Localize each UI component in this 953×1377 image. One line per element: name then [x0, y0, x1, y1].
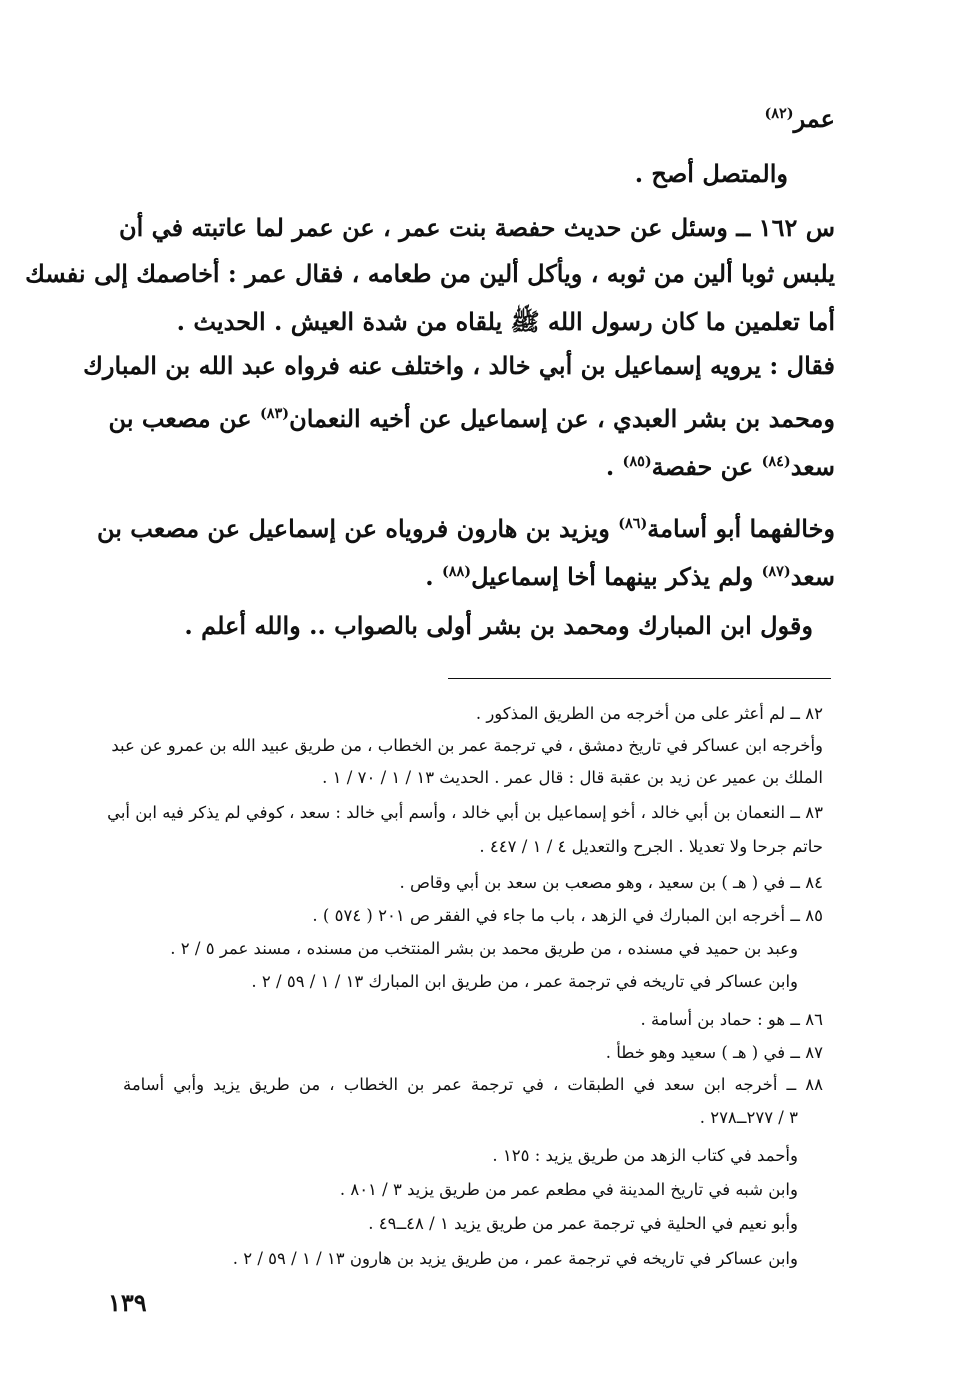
footnote-ref: (٨٢): [764, 105, 794, 122]
footnote-line: [640, 1008, 823, 1032]
main-text: ولم يذكر بينهما أخا إسماعيل: [471, 562, 762, 591]
footnote-ref: (٨٧): [761, 563, 791, 580]
page-number: ١٣٩: [108, 1288, 147, 1317]
main-text: ومحمد بن بشر العبدي ، عن إسماعيل عن أخيه النعمان: [289, 404, 835, 433]
main-text: سعد: [790, 562, 835, 591]
main-line-11: [184, 610, 813, 642]
footnote-text: وابن عساكر في تاريخه في ترجمة عمر ، من طريق ابن المبارك ١٣ / ١ / ٥٩ / ٢ .: [251, 972, 798, 991]
footnote-ref: (٨٣): [259, 405, 290, 422]
footnote-line: [479, 835, 823, 859]
footnote-ref: (٨٥): [622, 453, 652, 470]
footnote-line: [322, 766, 823, 790]
footnote-line: [170, 937, 798, 961]
footnote-line: [251, 970, 798, 994]
main-text: عن مصعب بن: [108, 404, 260, 433]
main-line-8: [606, 446, 835, 483]
footnote-text: وابن عساكر في تاريخه في ترجمة عمر ، من طريق يزيد بن هارون ١٣ / ١ / ٥٩ / ٢ .: [232, 1249, 798, 1268]
footnote-ref: (٨٨): [441, 563, 472, 580]
footnote-line: [312, 904, 823, 928]
footnote-text: وابن شبه في تاريخ المدينة في مطعم عمر من طريق يزيد ٣ / ٨٠١ .: [339, 1180, 798, 1199]
footnote-line: [492, 1144, 798, 1168]
footnote-ref: (٨٤): [761, 453, 791, 470]
footnote-line: [340, 1178, 798, 1202]
footnote-text: ٨٥ ــ أخرجه ابن المبارك في الزهد ، باب ما جاء في الفقر ص ٢٠١ ( ٥٧٤ ) .: [312, 906, 823, 925]
main-text: .: [605, 452, 623, 481]
footnote-ref: (٨٦): [618, 515, 648, 532]
main-line-9: [96, 508, 835, 545]
footnote-separator: [448, 678, 831, 679]
footnote-text: وأخرجه ابن عساكر في تاريخ دمشق ، في ترجمة عمر بن الخطاب ، من طريق عبيد الله بن عمرو عن عبد: [111, 736, 823, 755]
footnote-text: وأحمد في كتاب الزهد من طريق يزيد : ١٢٥ .: [492, 1146, 798, 1165]
main-line-10: [425, 556, 835, 593]
footnote-text: ٨٤ ــ في ( هـ ) بن سعيد ، وهو مصعب بن سعد بن أبي وقاص .: [399, 873, 823, 892]
main-line-1: [764, 98, 835, 135]
footnote-line: [476, 702, 823, 726]
footnote-line: [368, 1212, 798, 1236]
main-text: يلبس ثوبا ألين من ثوبه ، ويأكل ألين من طعامه ، فقال عمر : أخاصمك إلى نفسك: [25, 259, 835, 288]
main-text: عمر: [793, 104, 835, 133]
footnote-line: [399, 871, 823, 895]
main-line-5: [177, 306, 835, 338]
footnote-line: [107, 801, 823, 825]
main-text: أما تعلمين ما كان رسول الله ﷺ يلقاه من شدة العيش . الحديث .: [176, 307, 835, 336]
footnote-line: [111, 734, 823, 758]
footnote-text: ٨٣ ــ النعمان بن أبي خالد ، أخو إسماعيل بن أبي خالد ، وأسم أبي خالد : سعد ، كوفي لم يذكر فيه ابن أبي: [107, 803, 823, 822]
main-text: سعد: [790, 452, 835, 481]
footnote-text: ٨٦ ــ هو : حماد بن أسامة .: [640, 1010, 823, 1029]
footnote-text: وأبو نعيم في الحلية في ترجمة عمر من طريق يزيد ١ / ٤٨ــ٤٩ .: [368, 1214, 798, 1233]
main-text: فقال : يرويه إسماعيل بن أبي خالد ، واختلف عنه فرواه عبد الله بن المبارك: [83, 351, 835, 380]
main-text: والمتصل أصح .: [634, 159, 788, 188]
footnote-line: [123, 1073, 823, 1097]
footnote-text: حاتم جرحا ولا تعديلا . الجرح والتعديل ٤ / ١ / ٤٤٧ .: [479, 837, 823, 856]
footnote-line: [700, 1106, 798, 1130]
main-text: وخالفهما أبو أسامة: [647, 514, 835, 543]
main-text: عن حفصة: [651, 452, 762, 481]
question-heading: س ١٦٢ ــ وسئل عن حديث حفصة بنت عمر ، عن عمر لما عاتبته في أن: [118, 213, 835, 242]
main-line-7: [108, 398, 835, 435]
footnote-text: وعبد بن حميد في مسنده ، من طريق محمد بن بشر المنتخب من مسنده ، مسند عمر ٥ / ٢ .: [170, 939, 798, 958]
footnote-text: الملك بن عمير عن زيد بن عقبة قال : قال عمر . الحديث ١٣ / ١ / ٧٠ / ١ .: [322, 768, 823, 787]
footnote-line: [233, 1247, 798, 1271]
footnote-line: [606, 1041, 823, 1065]
footnote-text: ٨٢ ــ لم أعثر على من أخرجه من الطريق المذكور .: [475, 704, 823, 723]
main-text: ويزيد بن هارون فروياه عن إسماعيل عن مصعب بن: [96, 514, 619, 543]
footnote-text: ٨٧ ــ في ( هـ ) سعيد وهو خطأ .: [605, 1043, 823, 1062]
footnote-text: ٨٨ ــ أخرجه ابن سعد في الطبقات ، في ترجمة عمر بن الخطاب ، من طريق يزيد وأبي أسامة: [123, 1075, 823, 1094]
main-line-3: [118, 212, 835, 244]
main-line-4: [25, 258, 835, 290]
main-line-2: [635, 158, 788, 190]
footnote-text: ٣ / ٢٧٧ــ٢٧٨ .: [699, 1108, 798, 1127]
main-text: وقول ابن المبارك ومحمد بن بشر أولى بالصواب .. والله أعلم .: [184, 611, 813, 640]
main-line-6: [83, 350, 835, 382]
main-text: .: [425, 562, 442, 591]
